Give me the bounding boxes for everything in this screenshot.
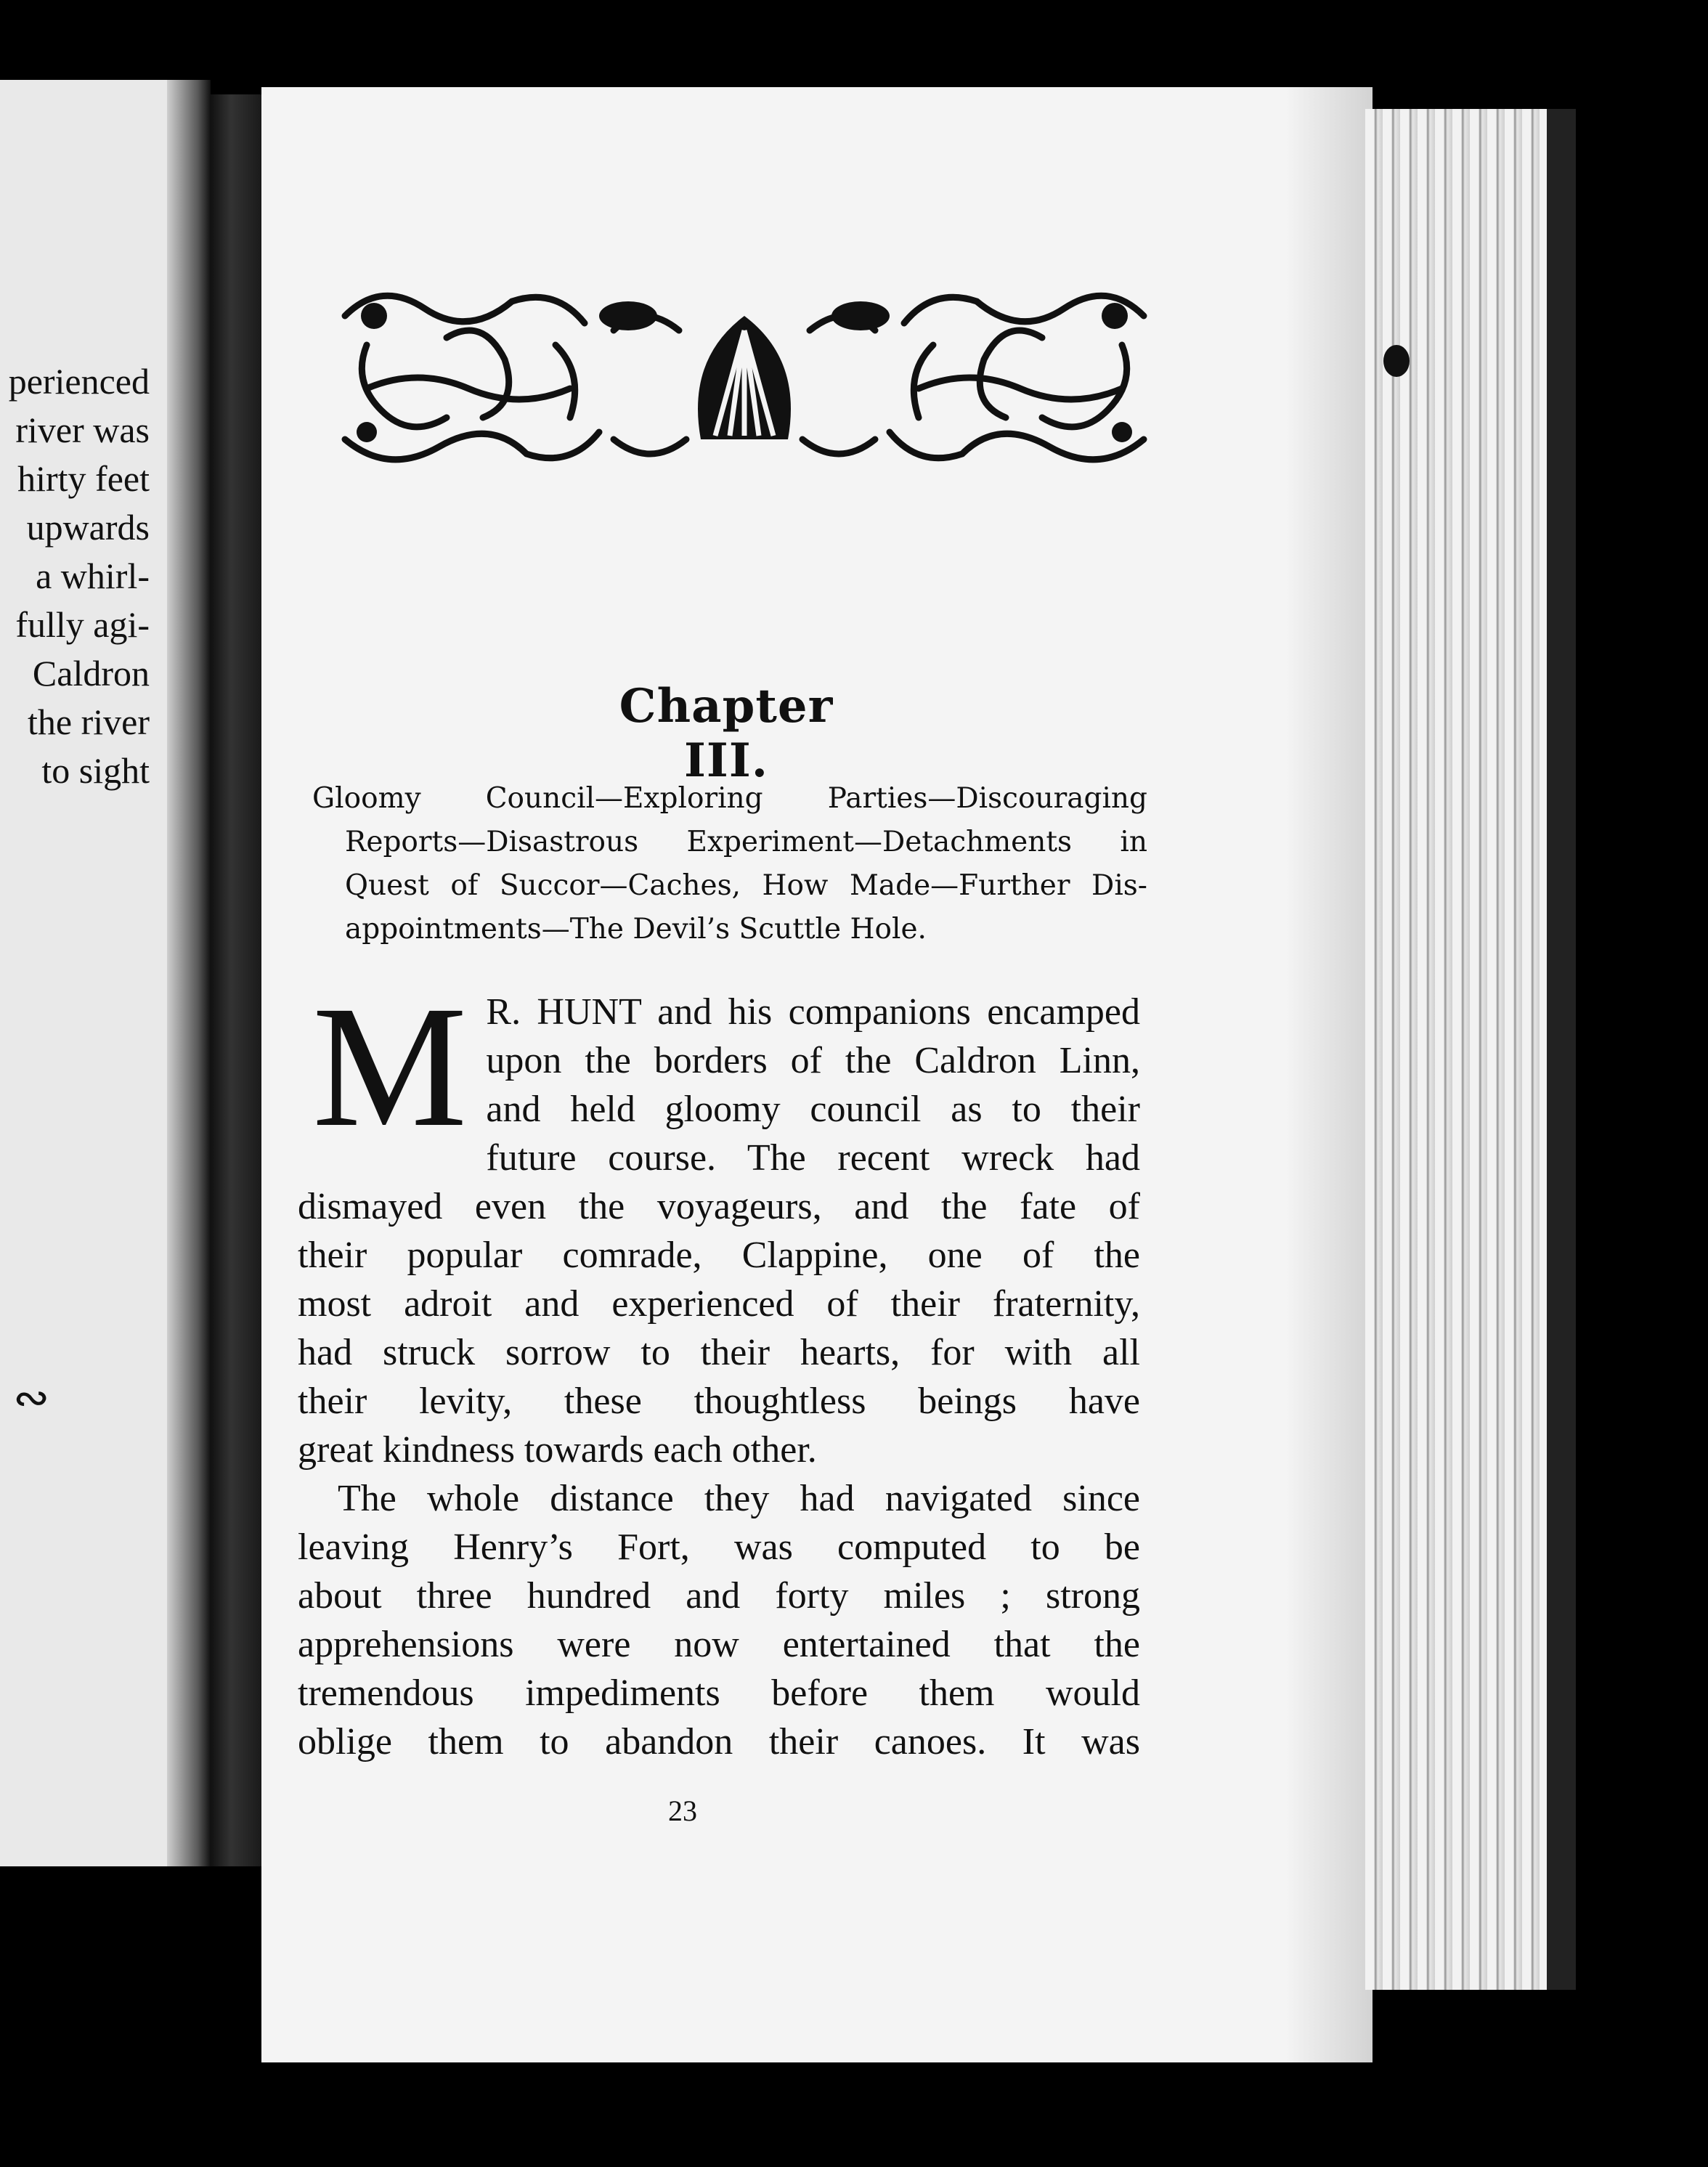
left-line: a whirl- — [36, 556, 150, 596]
left-line: hirty feet — [17, 458, 150, 499]
chapter-title: Chapter III. — [619, 679, 834, 788]
edge-ink-spot — [1383, 345, 1410, 377]
body-line: future course. The recent wreck had — [486, 1137, 1140, 1179]
body-line: apprehensions were now entertained that the — [298, 1624, 1140, 1665]
summary-line: appointments—The Devil’s Scuttle Hole. — [345, 913, 927, 946]
headpiece-ornament-icon — [338, 272, 1151, 487]
body-text — [298, 969, 1140, 1766]
left-page-mark: ∾ — [13, 1374, 50, 1422]
left-line: to sight — [41, 750, 150, 791]
body-line: dismayed even the voyageurs, and the fate of — [298, 1186, 1140, 1227]
body-line: their popular comrade, Clappine, one of the — [298, 1235, 1140, 1276]
body-line: most adroit and experienced of their fraternity, — [298, 1283, 1140, 1325]
edge-shadow — [1547, 109, 1576, 1990]
left-line: fully agi- — [15, 604, 150, 645]
left-line: Caldron — [32, 653, 150, 694]
drop-cap: M — [312, 969, 468, 1163]
left-line: upwards — [26, 507, 150, 548]
body-line: leaving Henry’s Fort, was computed to be — [298, 1526, 1140, 1568]
left-gutter-shadow — [167, 80, 211, 1866]
body-line: The whole distance they had navigated since — [338, 1478, 1140, 1519]
left-line: perienced — [8, 361, 150, 402]
body-line: about three hundred and forty miles ; strong — [298, 1575, 1140, 1617]
body-line: oblige them to abandon their canoes. It was — [298, 1721, 1140, 1763]
summary-line: Gloomy Council—Exploring Parties—Discouraging — [312, 782, 1147, 815]
body-line: upon the borders of the Caldron Linn, — [486, 1040, 1140, 1081]
body-line: their levity, these thoughtless beings have — [298, 1381, 1140, 1422]
chapter-summary — [312, 777, 1147, 951]
body-line: great kindness towards each other. — [298, 1429, 817, 1471]
left-page-text — [9, 357, 150, 795]
book-spine — [211, 94, 261, 1866]
body-line: and held gloomy council as to their — [486, 1089, 1140, 1130]
left-line: river was — [15, 410, 150, 450]
page-curve-shade — [1285, 87, 1372, 2062]
summary-line: Quest of Succor—Caches, How Made—Further Dis- — [345, 869, 1147, 902]
body-line: had struck sorrow to their hearts, for with all — [298, 1332, 1140, 1373]
body-line: R. HUNT and his companions encamped — [486, 991, 1140, 1033]
left-page — [0, 80, 211, 1866]
page-number: 23 — [668, 1794, 697, 1827]
page-edges — [1365, 109, 1576, 1990]
body-line: tremendous impediments before them would — [298, 1672, 1140, 1714]
left-line: the river — [28, 702, 150, 742]
summary-line: Reports—Disastrous Experiment—Detachments in — [345, 826, 1147, 858]
